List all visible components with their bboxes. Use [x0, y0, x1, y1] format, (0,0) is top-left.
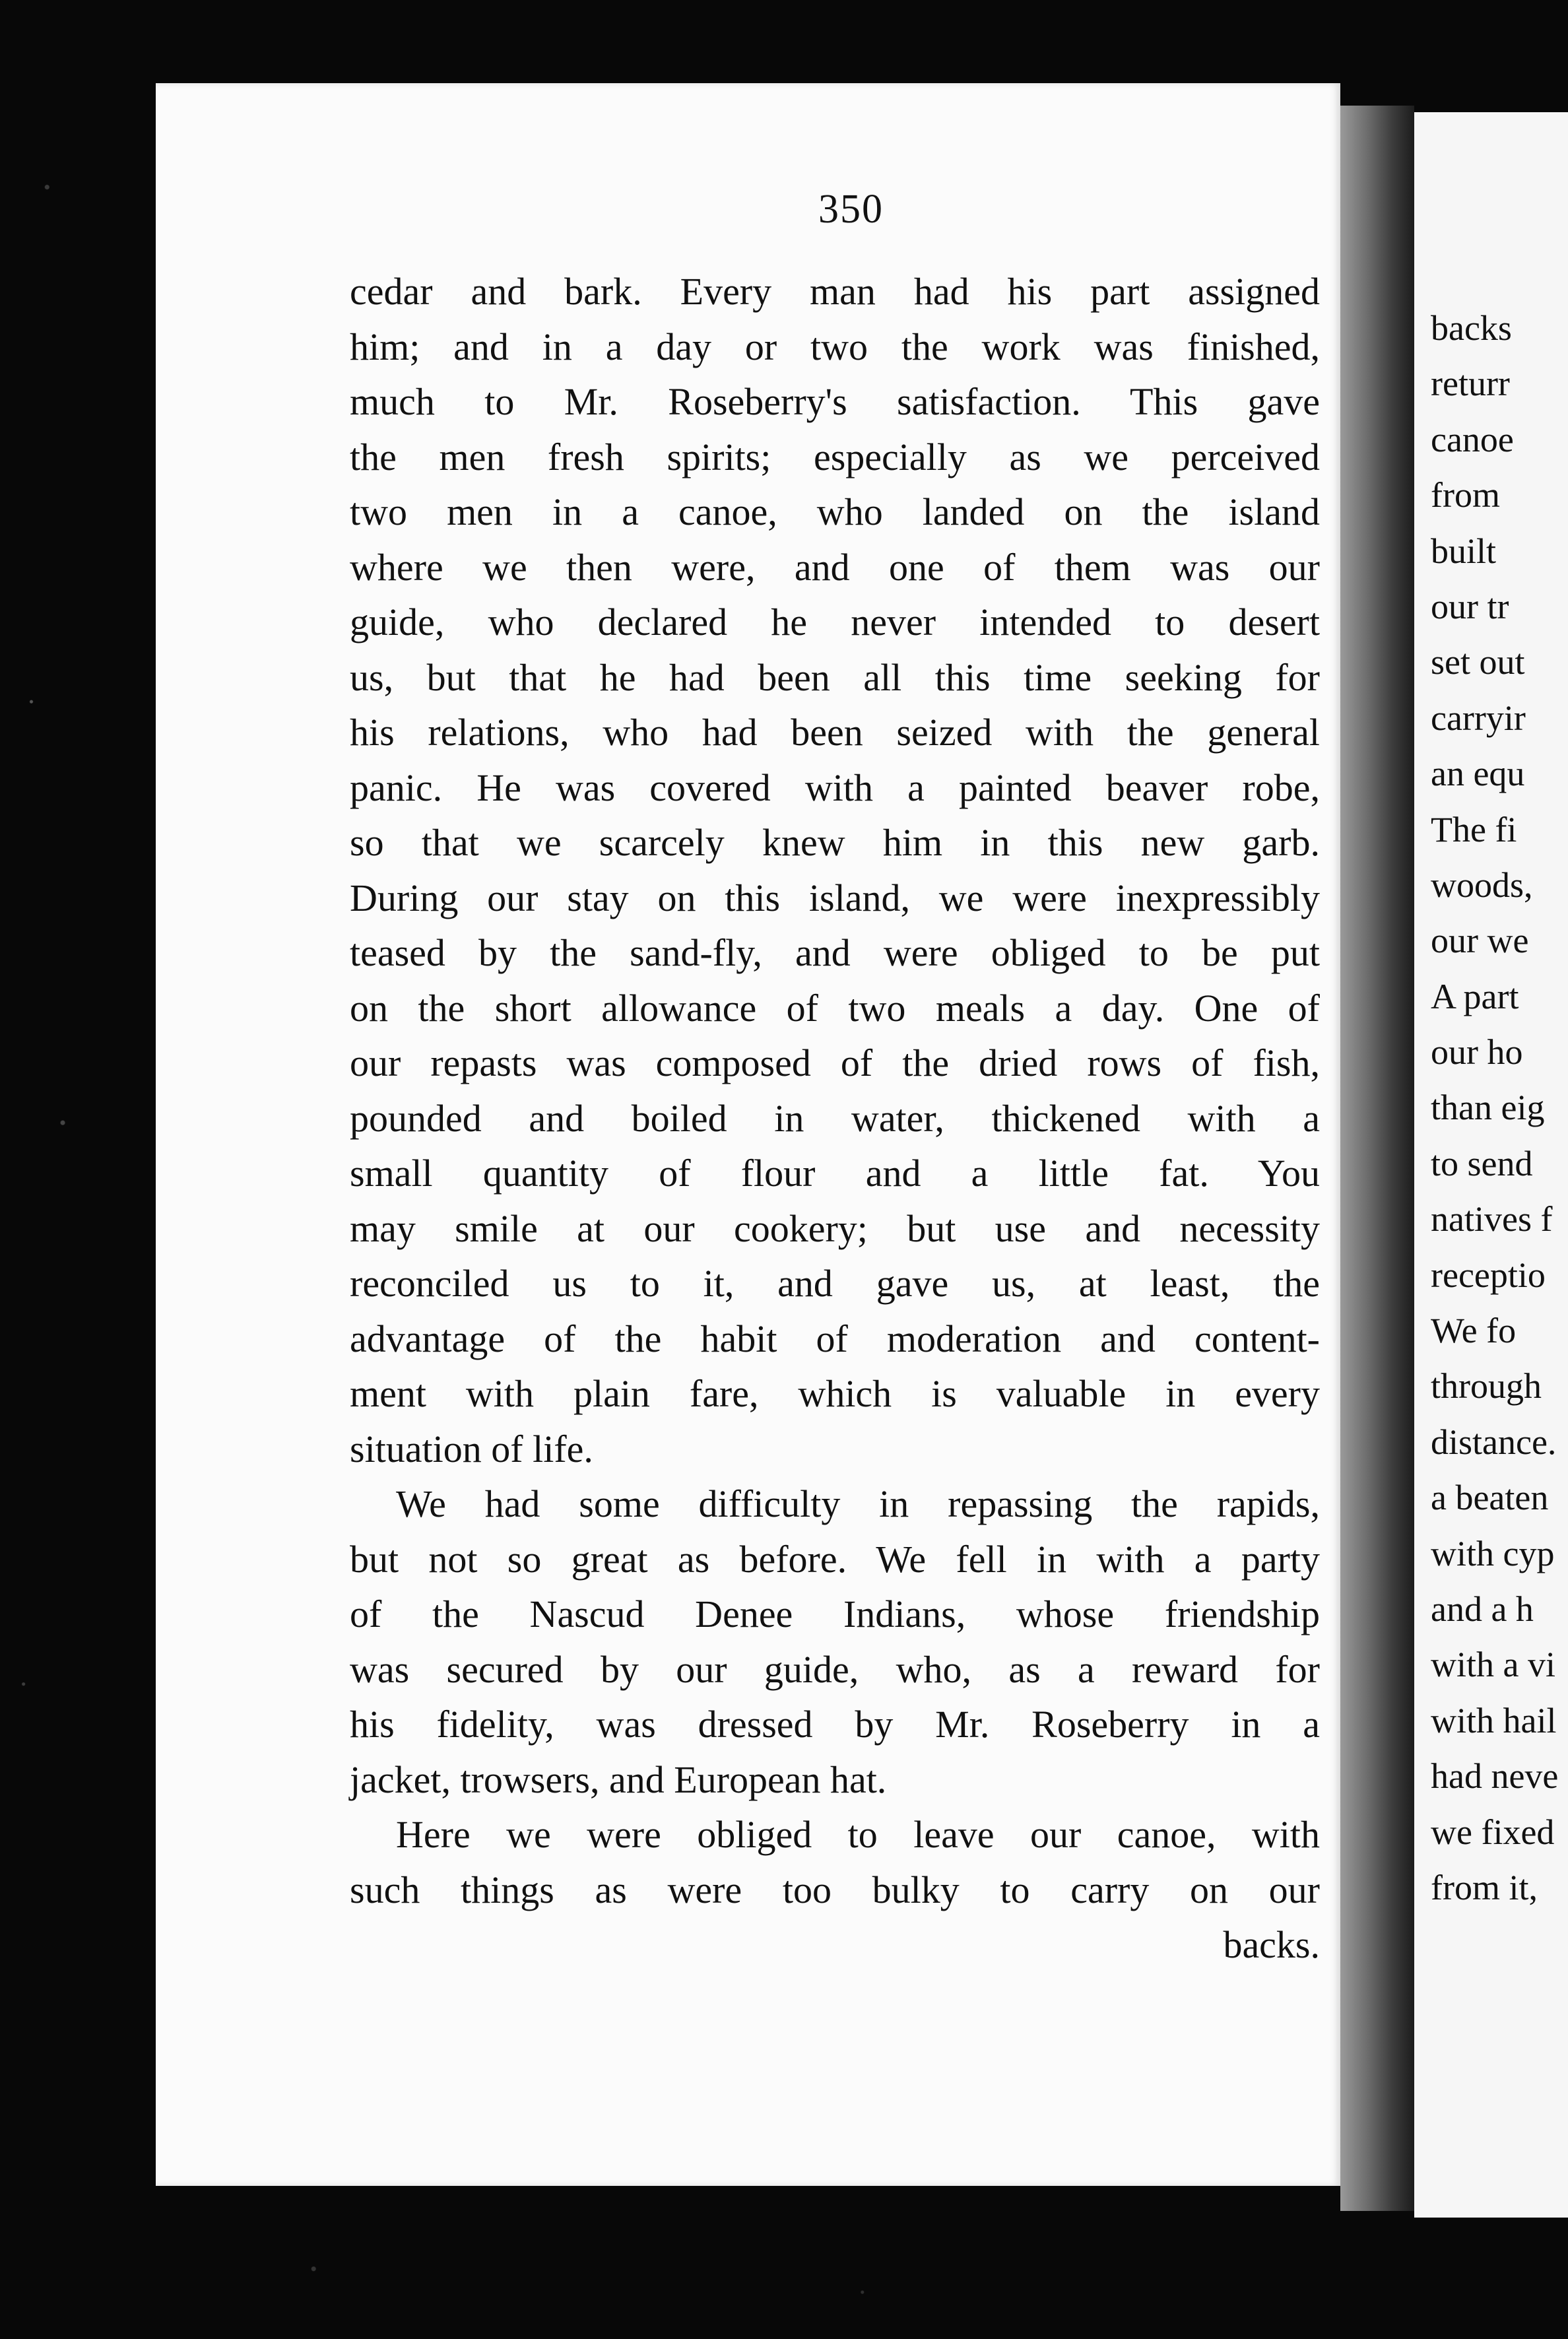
text-line: guide, who declared he never intended to desert [350, 601, 1320, 643]
right-text-line: built [1431, 531, 1497, 571]
left-page-text [350, 264, 1320, 1973]
text-line: was secured by our guide, who, as a reward for [350, 1647, 1320, 1691]
right-text-line: natives f [1431, 1199, 1553, 1239]
right-text-line: our tr [1431, 586, 1509, 626]
right-page-text [1431, 300, 1568, 1915]
right-text-line: A part [1431, 976, 1519, 1016]
text-line: of the Nascud Denee Indians, whose friendship [350, 1593, 1320, 1635]
text-line: but not so great as before. We fell in with a party [350, 1537, 1320, 1581]
paragraph-start-line: We had some difficulty in repassing the rapids, [396, 1482, 1320, 1525]
right-text-line: with cyp [1431, 1533, 1555, 1573]
text-line: the men fresh spirits; especially as we perceived [350, 435, 1320, 478]
text-line: panic. He was covered with a painted beaver robe, [350, 766, 1320, 809]
right-text-line: The fi [1431, 809, 1517, 849]
text-line: teased by the sand-fly, and were obliged to be put [350, 931, 1320, 974]
right-text-line: than eig [1431, 1088, 1545, 1128]
right-text-line: returr [1431, 364, 1510, 404]
right-text-line: carryir [1431, 698, 1526, 738]
text-line: advantage of the habit of moderation and content- [350, 1317, 1320, 1360]
text-line: two men in a canoe, who landed on the island [350, 490, 1320, 533]
page-number: 350 [818, 187, 884, 232]
text-line: his fidelity, was dressed by Mr. Roseberry in a [350, 1703, 1320, 1746]
text-line: where we then were, and one of them was our [350, 545, 1320, 589]
text-line: us, but that he had been all this time seeking for [350, 655, 1320, 699]
right-text-line: an equ [1431, 754, 1525, 794]
right-text-line: we fixed [1431, 1812, 1555, 1852]
text-line: such things as were too bulky to carry on our [350, 1868, 1320, 1911]
text-line: him; and in a day or two the work was finished, [350, 325, 1320, 368]
paragraph-end-line: situation of life. [350, 1427, 593, 1470]
right-text-line: with hail [1431, 1700, 1557, 1740]
right-text-line: our ho [1431, 1032, 1523, 1072]
text-line: cedar and bark. Every man had his part assigned [350, 270, 1320, 313]
right-text-line: We fo [1431, 1311, 1517, 1351]
text-line: on the short allowance of two meals a day. One of [350, 986, 1320, 1030]
right-text-line: to send [1431, 1143, 1533, 1183]
right-text-line: backs [1431, 308, 1512, 348]
text-line: small quantity of flour and a little fat. You [350, 1152, 1320, 1195]
right-text-line: our we [1431, 921, 1529, 961]
text-line: may smile at our cookery; but use and necessity [350, 1206, 1320, 1250]
right-text-line: woods, [1431, 865, 1533, 905]
text-line: pounded and boiled in water, thickened with a [350, 1096, 1320, 1140]
text-line: ment with plain fare, which is valuable in every [350, 1372, 1320, 1415]
text-line: During our stay on this island, we were inexpressibly [350, 876, 1320, 919]
book-gutter [1340, 106, 1414, 2211]
right-text-line: through [1431, 1366, 1542, 1406]
right-text-line: canoe [1431, 419, 1514, 459]
right-text-line: set out [1431, 642, 1525, 682]
right-text-line: and a h [1431, 1589, 1534, 1629]
paragraph-start-line: Here we were obliged to leave our canoe, with [396, 1813, 1320, 1856]
text-line: so that we scarcely knew him in this new garb. [350, 821, 1320, 864]
right-text-line: from it, [1431, 1867, 1538, 1907]
right-text-line: from [1431, 475, 1500, 515]
text-line: much to Mr. Roseberry's satisfaction. This gave [350, 380, 1320, 423]
text-line: reconciled us to it, and gave us, at least, the [350, 1262, 1320, 1305]
text-line: our repasts was composed of the dried rows of fish, [350, 1041, 1320, 1084]
right-text-line: with a vi [1431, 1645, 1555, 1685]
paragraph-end-line: jacket, trowsers, and European hat. [350, 1758, 887, 1801]
right-text-line: receptio [1431, 1255, 1546, 1295]
right-text-line: had neve [1431, 1756, 1559, 1796]
text-line: his relations, who had been seized with the general [350, 711, 1320, 754]
right-text-line: distance. [1431, 1422, 1557, 1462]
right-text-line: a beaten [1431, 1478, 1549, 1518]
catchword: backs. [1223, 1923, 1320, 1966]
